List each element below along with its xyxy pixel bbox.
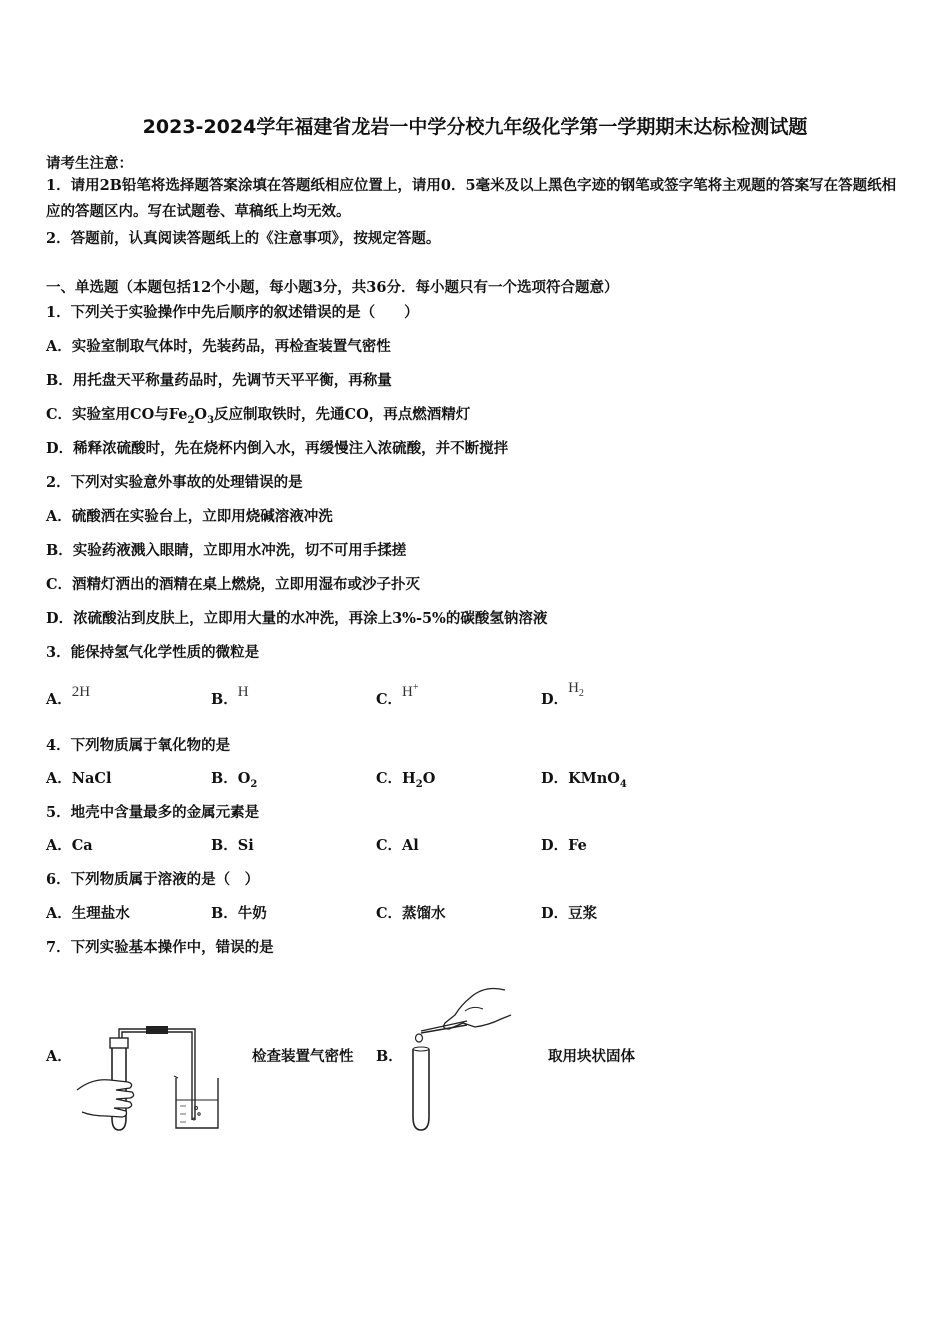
q3-option-b-label: B． — [211, 691, 238, 708]
q5-option-b: B．Si — [211, 837, 254, 854]
question-2-stem: 2．下列对实验意外事故的处理错误的是 — [46, 474, 303, 491]
q1-option-a: A．实验室制取气体时，先装药品，再检查装置气密性 — [46, 338, 391, 355]
q1-option-b: B．用托盘天平称量药品时，先调节天平平衡，再称量 — [46, 372, 392, 389]
q6-option-b: B．牛奶 — [211, 905, 267, 922]
q4-option-b-sub: 2 — [250, 778, 258, 790]
q3-option-a — [46, 680, 91, 708]
exam-title: 2023-2024学年福建省龙岩一中学分校九年级化学第一学期期末达标检测试题 — [142, 116, 808, 138]
section-heading: 一、单选题（本题包括12个小题，每小题3分，共36分．每小题只有一个选项符合题意） — [46, 279, 619, 296]
q3-option-a-formula: 2H — [71, 684, 91, 700]
q3-option-c-label: C． — [376, 691, 403, 708]
q3-option-d — [541, 676, 584, 708]
q7-option-b-caption: 取用块状固体 — [548, 1048, 635, 1065]
question-5-stem: 5．地壳中含量最多的金属元素是 — [46, 804, 260, 821]
q1-option-c-text: 反应制取铁时，先通CO，再点燃酒精灯 — [214, 406, 471, 423]
q1-option-c-text: C．实验室用CO与Fe — [46, 406, 188, 423]
q2-option-a: A．硫酸洒在实验台上，立即用烧碱溶液冲洗 — [46, 508, 333, 525]
notice-heading: 请考生注意： — [46, 155, 133, 172]
q3-option-c — [376, 680, 419, 708]
airtightness-check-figure — [72, 1020, 232, 1135]
question-7-stem: 7．下列实验基本操作中，错误的是 — [46, 939, 274, 956]
add-solid-figure — [405, 985, 515, 1133]
q4-option-c-sub: 2 — [415, 778, 423, 790]
q2-option-d: D．浓硫酸沾到皮肤上，立即用大量的水冲洗，再涂上3%-5%的碳酸氢钠溶液 — [46, 610, 548, 627]
q5-option-a: A．Ca — [46, 837, 93, 854]
q3-option-c-formula: H — [402, 684, 413, 700]
q7-option-b-label: B． — [376, 1048, 403, 1065]
question-4-stem: 4．下列物质属于氧化物的是 — [46, 737, 231, 754]
q2-option-c: C．酒精灯洒出的酒精在桌上燃烧，立即用湿布或沙子扑灭 — [46, 576, 421, 593]
question-3-stem: 3．能保持氢气化学性质的微粒是 — [46, 644, 260, 661]
q6-option-d: D．豆浆 — [541, 905, 598, 922]
q4-option-b-text: B．O — [211, 770, 251, 787]
q3-option-d-label: D． — [541, 691, 569, 708]
q3-option-a-label: A． — [46, 691, 72, 708]
notice-item-2: 2．答题前，认真阅读答题纸上的《注意事项》，按规定答题。 — [46, 230, 441, 247]
q4-option-c-text: C．H — [376, 770, 416, 787]
q1-option-c — [46, 403, 470, 426]
q6-option-c: C．蒸馏水 — [376, 905, 446, 922]
question-6-stem: 6．下列物质属于溶液的是（ ） — [46, 871, 260, 888]
q3-option-d-formula: H — [568, 680, 579, 696]
q2-option-b: B．实验药液溅入眼睛，立即用水冲洗，切不可用手揉搓 — [46, 542, 407, 559]
q5-option-d: D．Fe — [541, 837, 587, 854]
notice-item-1: 1．请用2B铅笔将选择题答案涂填在答题纸相应位置上，请用0．5毫米及以上黑色字迹的钢笔或签字笔将主观题的答案写在答题纸相应的答题区内。写在试题卷、草稿纸上均无效。 — [46, 177, 897, 220]
q3-option-b — [211, 680, 249, 708]
q3-option-c-charge: + — [412, 682, 419, 694]
q5-option-c: C．Al — [376, 837, 419, 854]
q4-option-d — [541, 767, 627, 790]
q4-option-d-text: D．KMnO — [541, 770, 620, 787]
q3-option-b-formula: H — [237, 684, 249, 700]
q4-option-c-text: O — [422, 770, 436, 787]
q1-option-c-mid: O — [194, 406, 208, 423]
q4-option-c — [376, 767, 435, 790]
q7-option-a-label: A． — [46, 1048, 72, 1065]
q4-option-a: A．NaCl — [46, 770, 112, 787]
q3-option-d-sub: 2 — [578, 687, 584, 699]
q4-option-d-sub: 4 — [619, 778, 627, 790]
q4-option-b — [211, 767, 257, 790]
question-1-stem: 1．下列关于实验操作中先后顺序的叙述错误的是（ ） — [46, 304, 419, 321]
q1-option-d: D．稀释浓硫酸时，先在烧杯内倒入水，再缓慢注入浓硫酸，并不断搅拌 — [46, 440, 509, 457]
q7-option-a-caption: 检查装置气密性 — [252, 1048, 354, 1065]
q6-option-a: A．生理盐水 — [46, 905, 130, 922]
q1-option-c-sub: 2 — [187, 414, 195, 426]
q1-option-c-sub: 3 — [207, 414, 215, 426]
